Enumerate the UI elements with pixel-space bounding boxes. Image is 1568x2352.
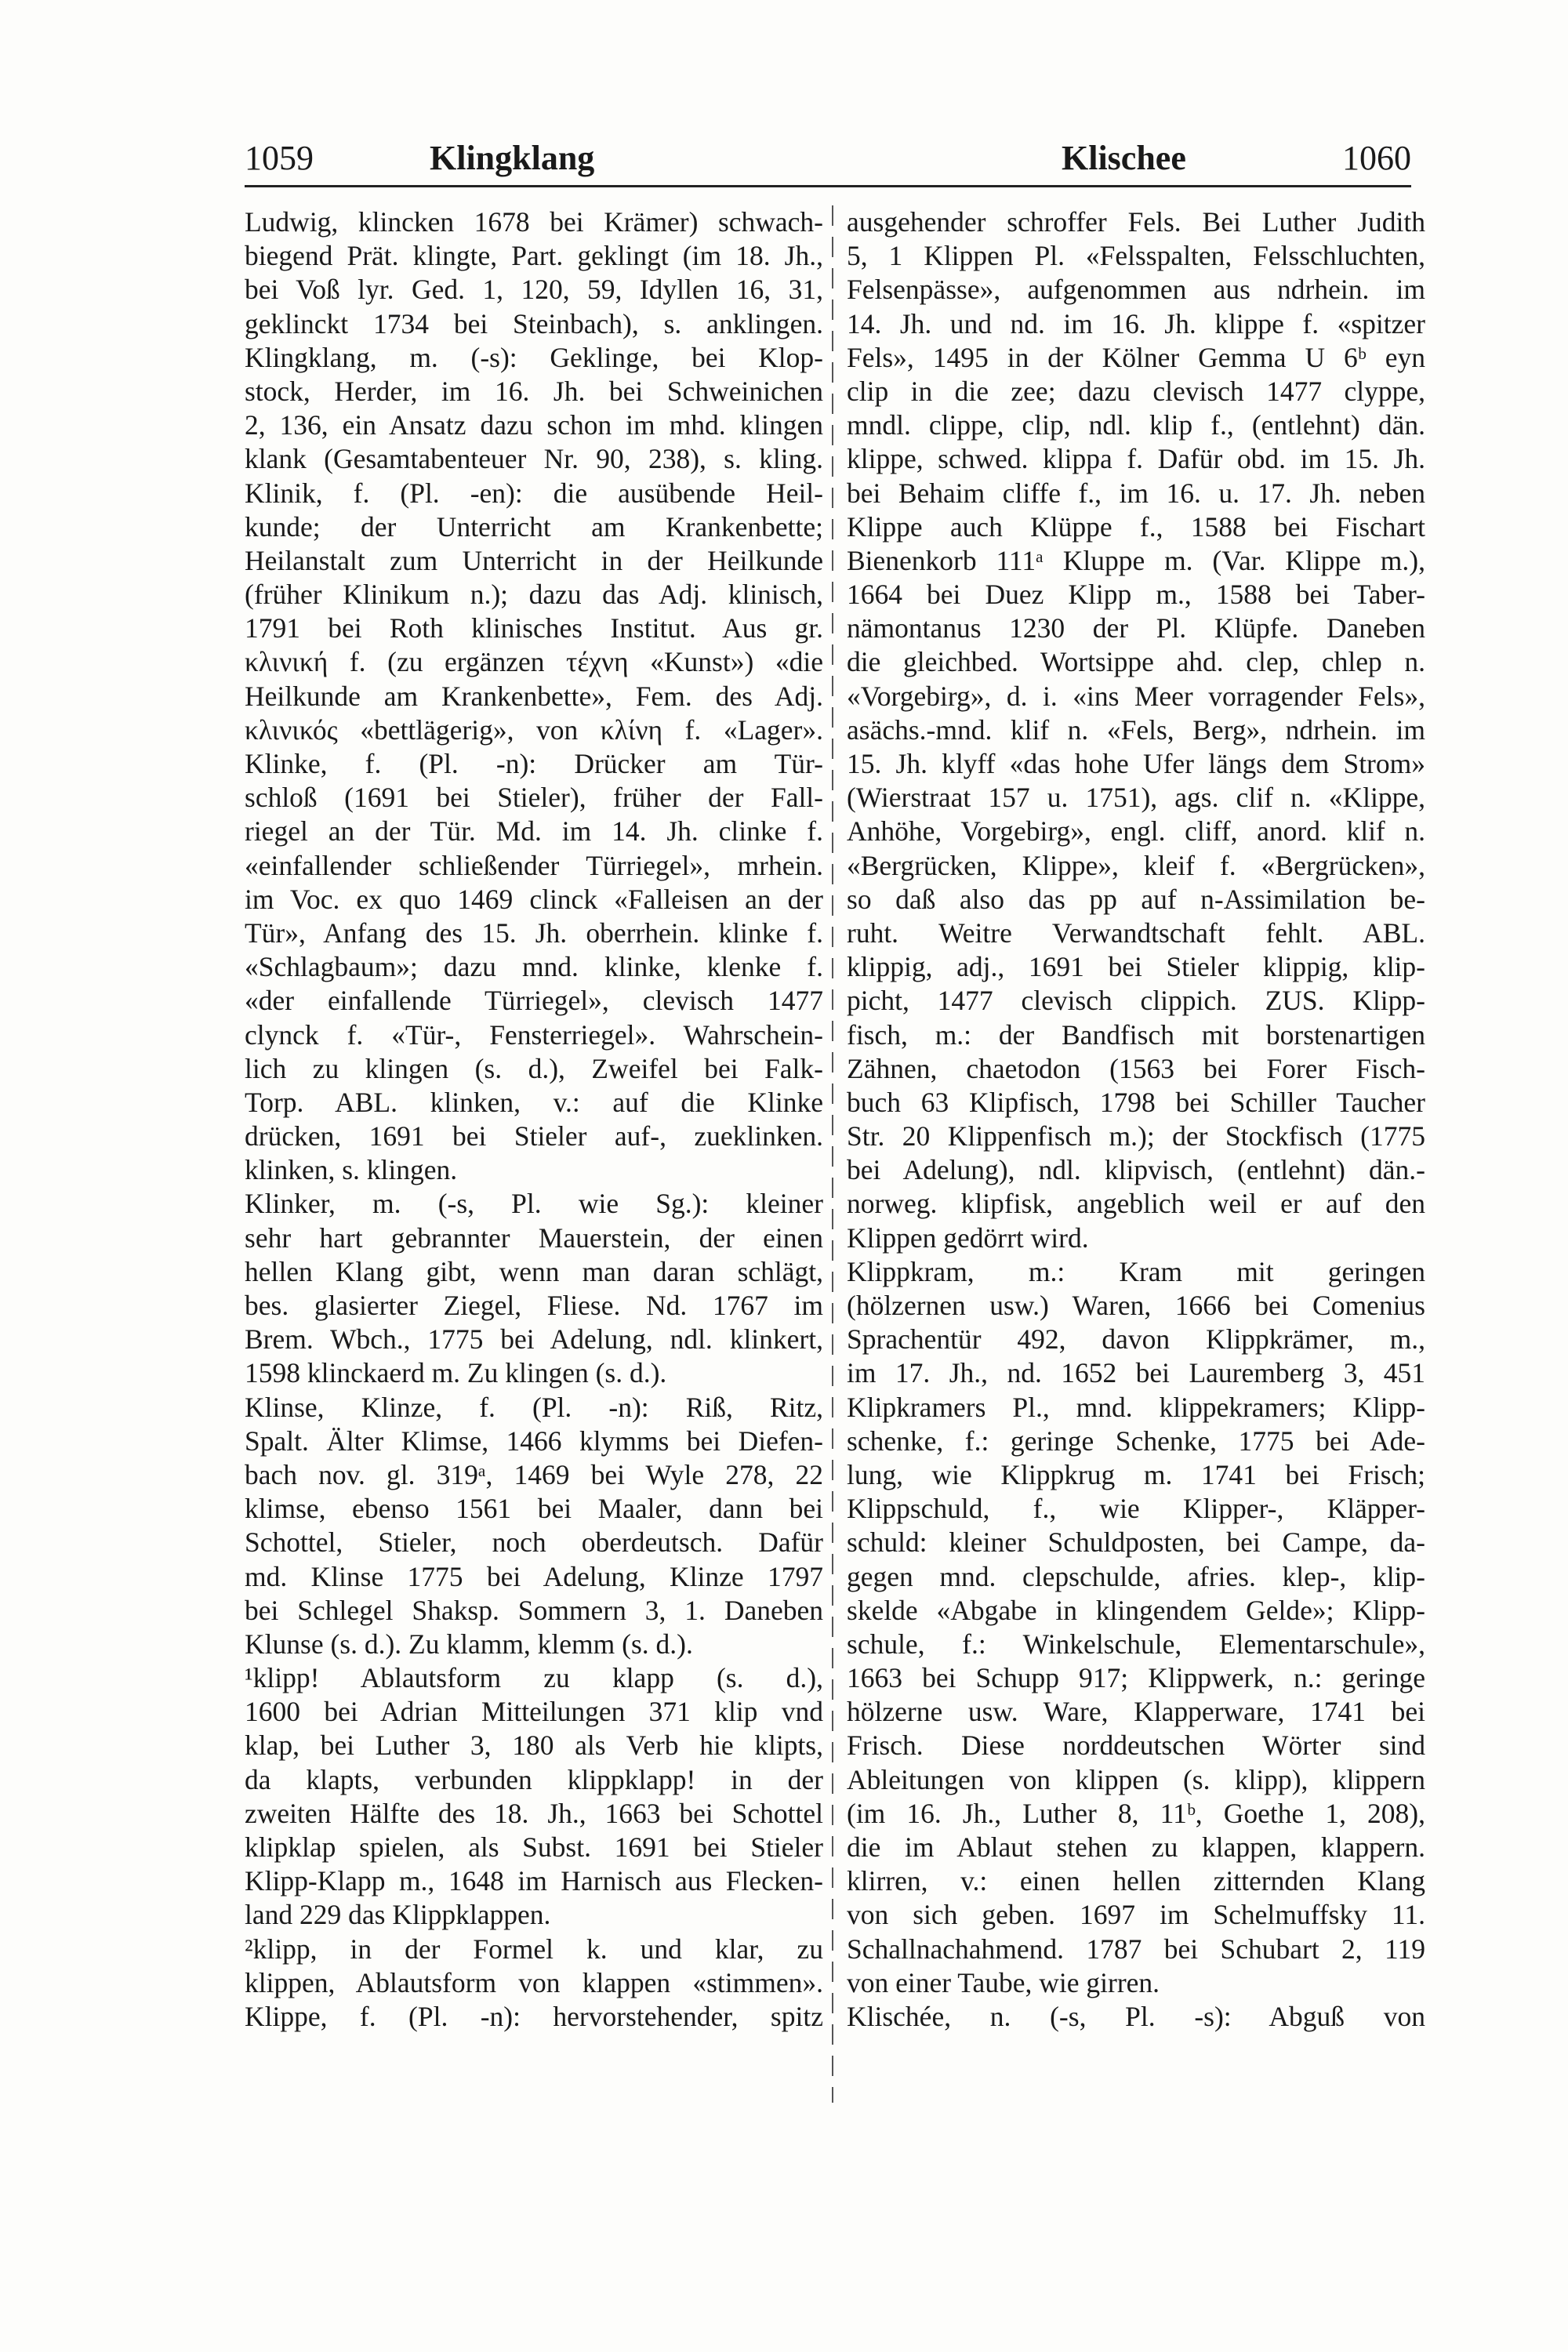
text-line: ruht. Weitre Verwandtschaft fehlt. ABL.	[847, 916, 1425, 949]
text-line: sehr hart gebrannter Mauerstein, der einen	[245, 1221, 823, 1254]
text-line: nämontanus 1230 der Pl. Klüpfe. Daneben	[847, 612, 1425, 644]
text-line: Klinik, f. (Pl. -en): die ausübende Heil-	[245, 477, 823, 509]
text-line: land 229 das Klippklappen.	[245, 1899, 551, 1931]
text-line: schloß (1691 bei Stieler), früher der Fall-	[245, 782, 823, 814]
text-line: so daß also das pp auf n-Assimilation be-	[847, 883, 1425, 915]
text-line: md. Klinse 1775 bei Adelung, Klinze 1797	[245, 1560, 823, 1592]
text-line: schule, f.: Winkelschule, Elementarschule»,	[847, 1628, 1425, 1660]
text-line: klank (Gesamtabenteuer Nr. 90, 238), s. kling.	[245, 443, 823, 475]
text-line: von einer Taube, wie girren.	[847, 1966, 1160, 1998]
text-line: fisch, m.: der Bandfisch mit borstenartigen	[847, 1018, 1425, 1051]
text-line: Anhöhe, Vorgebirg», engl. cliff, anord. klif n.	[847, 815, 1425, 848]
text-line: Klippen gedörrt wird.	[847, 1221, 1089, 1254]
text-line: Klipkramers Pl., mnd. klippekramers; Klipp-	[847, 1391, 1425, 1423]
text-line: Schallnachahmend. 1787 bei Schubart 2, 119	[847, 1933, 1425, 1965]
text-line: Heilkunde am Krankenbette», Fem. des Adj.	[245, 680, 823, 712]
text-line: clynck f. «Tür-, Fensterriegel». Wahrschein-	[245, 1018, 823, 1051]
text-line: 14. Jh. und nd. im 16. Jh. klippe f. «spitzer	[847, 307, 1425, 339]
text-line: (hölzernen usw.) Waren, 1666 bei Comenius	[847, 1290, 1425, 1321]
text-line: kunde; der Unterricht am Krankenbette;	[245, 510, 823, 543]
text-line: biegend Prät. klingte, Part. geklingt (im 18. Jh.,	[245, 240, 823, 272]
text-line: ²klipp, in der Formel k. und klar, zu	[245, 1933, 823, 1965]
text-line: Spalt. Älter Klimse, 1466 klymms bei Diefen-	[245, 1425, 823, 1457]
text-line: Klippschuld, f., wie Klipper-, Kläpper-	[847, 1493, 1425, 1525]
right-column	[847, 205, 1425, 2034]
text-line: riegel an der Tür. Md. im 14. Jh. clinke f.	[245, 815, 823, 848]
text-line: buch 63 Klipfisch, 1798 bei Schiller Taucher	[847, 1086, 1425, 1118]
text-line: Brem. Wbch., 1775 bei Adelung, ndl. klinkert,	[245, 1323, 823, 1356]
text-line: schenke, f.: geringe Schenke, 1775 bei Ade-	[847, 1425, 1425, 1457]
text-line: 2, 136, ein Ansatz dazu schon im mhd. klingen	[245, 409, 823, 441]
text-line: hellen Klang gibt, wenn man daran schlägt,	[245, 1255, 823, 1287]
text-line: zweiten Hälfte des 18. Jh., 1663 bei Schottel	[245, 1797, 823, 1829]
text-line: (früher Klinikum n.); dazu das Adj. klinisch,	[245, 579, 823, 611]
text-line: Str. 20 Klippenfisch m.); der Stockfisch (1775	[847, 1120, 1425, 1152]
text-line: «Vorgebirg», d. i. «ins Meer vorragender Fels»,	[847, 680, 1425, 712]
text-line: klinken, s. klingen.	[245, 1154, 458, 1186]
text-line: bei Schlegel Shaksp. Sommern 3, 1. Daneben	[245, 1594, 823, 1626]
text-line: bei Voß lyr. Ged. 1, 120, 59, Idyllen 16, 31,	[245, 274, 823, 306]
headword-left: Klingklang	[430, 139, 595, 177]
text-line: (Wierstraat 157 u. 1751), ags. clif n. «Klippe,	[847, 782, 1425, 814]
text-line: drücken, 1691 bei Stieler auf-, zueklinken.	[245, 1120, 823, 1152]
text-line: Frisch. Diese norddeutschen Wörter sind	[847, 1730, 1425, 1762]
text-line: Klinse, Klinze, f. (Pl. -n): Riß, Ritz,	[245, 1391, 823, 1423]
text-line: Ableitungen von klippen (s. klipp), klippern	[847, 1763, 1425, 1795]
text-line: im Voc. ex quo 1469 clinck «Falleisen an der	[245, 883, 823, 915]
text-line: Torp. ABL. klinken, v.: auf die Klinke	[245, 1086, 823, 1118]
text-line: κλινικός «bettlägerig», von κλίνη f. «Lager».	[245, 713, 823, 746]
text-line: 1598 klinckaerd m. Zu klingen (s. d.).	[245, 1357, 667, 1389]
text-line: «einfallender schließender Türriegel», mrhein.	[245, 849, 823, 881]
text-line: «der einfallende Türriegel», clevisch 1477	[245, 985, 823, 1017]
text-line: bes. glasierter Ziegel, Fliese. Nd. 1767 im	[245, 1290, 823, 1321]
headword-right: Klischee	[1062, 139, 1186, 177]
text-line: (im 16. Jh., Luther 8, 11ᵇ, Goethe 1, 208),	[847, 1797, 1425, 1829]
text-line: bach nov. gl. 319ᵃ, 1469 bei Wyle 278, 22	[245, 1458, 823, 1490]
text-line: Klippe, f. (Pl. -n): hervorstehender, spitz	[245, 2000, 823, 2032]
text-line: «Bergrücken, Klippe», kleif f. «Bergrücken»,	[847, 849, 1425, 881]
running-header	[245, 138, 1411, 185]
text-line: Tür», Anfang des 15. Jh. oberrhein. klinke f.	[245, 916, 823, 949]
text-line: die im Ablaut stehen zu klappen, klappern.	[847, 1831, 1425, 1863]
text-line: Heilanstalt zum Unterricht in der Heilkunde	[245, 544, 823, 576]
text-line: klippe, schwed. klippa f. Dafür obd. im 15. Jh.	[847, 443, 1425, 475]
text-line: κλινική f. (zu ergänzen τέχνη «Kunst») «die	[245, 646, 823, 678]
text-line: norweg. klipfisk, angeblich weil er auf den	[847, 1188, 1425, 1220]
page-number-right: 1060	[1342, 139, 1411, 177]
text-line: 5, 1 Klippen Pl. «Felsspalten, Felsschluchten,	[847, 240, 1425, 272]
text-line: da klapts, verbunden klippklapp! in der	[245, 1763, 823, 1795]
text-line: ¹klipp! Ablautsform zu klapp (s. d.),	[245, 1662, 823, 1694]
text-line: Felsenpässe», aufgenommen aus ndrhein. im	[847, 274, 1425, 306]
text-line: Bienenkorb 111ᵃ Kluppe m. (Var. Klippe m.),	[847, 544, 1425, 576]
text-line: Klipp-Klapp m., 1648 im Harnisch aus Flecken-	[245, 1865, 823, 1897]
text-line: klippen, Ablautsform von klappen «stimmen».	[245, 1966, 823, 1998]
text-line: gegen mnd. clepschulde, afries. klep-, klip-	[847, 1560, 1425, 1592]
text-line: 1664 bei Duez Klipp m., 1588 bei Taber-	[847, 579, 1425, 611]
text-line: «Schlagbaum»; dazu mnd. klinke, klenke f.	[245, 951, 823, 983]
text-line: ausgehender schroffer Fels. Bei Luther Judith	[847, 206, 1425, 238]
text-line: Klippe auch Klüppe f., 1588 bei Fischart	[847, 510, 1425, 543]
text-line: clip in die zee; dazu clevisch 1477 clyppe,	[847, 375, 1425, 407]
text-line: klirren, v.: einen hellen zitternden Klang	[847, 1865, 1425, 1897]
text-line: klippig, adj., 1691 bei Stieler klippig, klip-	[847, 951, 1425, 983]
text-line: Klunse (s. d.). Zu klamm, klemm (s. d.).	[245, 1628, 693, 1660]
text-line: 15. Jh. klyff «das hohe Ufer längs dem Strom»	[847, 748, 1425, 779]
column-divider	[832, 205, 833, 2103]
left-column	[245, 205, 823, 2034]
text-line: Sprachentür 492, davon Klippkrämer, m.,	[847, 1323, 1425, 1356]
text-line: schuld: kleiner Schuldposten, bei Campe, da-	[847, 1526, 1425, 1559]
text-line: Schottel, Stieler, noch oberdeutsch. Dafür	[245, 1526, 823, 1559]
text-line: 1791 bei Roth klinisches Institut. Aus gr.	[245, 612, 823, 644]
text-line: Klinker, m. (-s, Pl. wie Sg.): kleiner	[245, 1188, 823, 1220]
text-line: von sich geben. 1697 im Schelmuffsky 11.	[847, 1899, 1425, 1931]
text-line: picht, 1477 clevisch clippich. ZUS. Klipp-	[847, 985, 1425, 1017]
text-line: bei Adelung), ndl. klipvisch, (entlehnt) dän.-	[847, 1154, 1425, 1186]
text-line: stock, Herder, im 16. Jh. bei Schweinichen	[245, 375, 823, 407]
text-line: skelde «Abgabe in klingendem Gelde»; Klipp-	[847, 1594, 1425, 1626]
page-number-left: 1059	[245, 139, 314, 177]
text-line: Klischée, n. (-s, Pl. -s): Abguß von	[847, 2000, 1425, 2032]
header-rule	[245, 185, 1411, 187]
text-line: Klingklang, m. (-s): Geklinge, bei Klop-	[245, 341, 823, 373]
text-line: klap, bei Luther 3, 180 als Verb hie klipts,	[245, 1730, 823, 1762]
text-line: asächs.-mnd. klif n. «Fels, Berg», ndrhein. im	[847, 713, 1425, 746]
text-line: geklinckt 1734 bei Steinbach), s. anklingen.	[245, 307, 823, 339]
text-line: 1600 bei Adrian Mitteilungen 371 klip vnd	[245, 1696, 823, 1728]
text-line: 1663 bei Schupp 917; Klippwerk, n.: geringe	[847, 1662, 1425, 1694]
text-line: mndl. clippe, clip, ndl. klip f., (entlehnt) dän.	[847, 409, 1425, 441]
text-line: Ludwig, klincken 1678 bei Krämer) schwach-	[245, 206, 823, 238]
text-line: lich zu klingen (s. d.), Zweifel bei Falk-	[245, 1052, 823, 1084]
text-line: bei Behaim cliffe f., im 16. u. 17. Jh. neben	[847, 477, 1425, 509]
text-line: lung, wie Klippkrug m. 1741 bei Frisch;	[847, 1458, 1425, 1490]
text-line: klipklap spielen, als Subst. 1691 bei Stieler	[245, 1831, 823, 1863]
text-line: Klippkram, m.: Kram mit geringen	[847, 1255, 1425, 1287]
text-line: Klinke, f. (Pl. -n): Drücker am Tür-	[245, 748, 823, 779]
text-line: klimse, ebenso 1561 bei Maaler, dann bei	[245, 1493, 823, 1525]
text-line: Zähnen, chaetodon (1563 bei Forer Fisch-	[847, 1052, 1425, 1084]
text-line: hölzerne usw. Ware, Klapperware, 1741 bei	[847, 1696, 1425, 1728]
text-line: Fels», 1495 in der Kölner Gemma U 6ᵇ eyn	[847, 341, 1425, 373]
text-line: im 17. Jh., nd. 1652 bei Lauremberg 3, 451	[847, 1357, 1425, 1389]
text-line: die gleichbed. Wortsippe ahd. clep, chlep n.	[847, 646, 1425, 678]
